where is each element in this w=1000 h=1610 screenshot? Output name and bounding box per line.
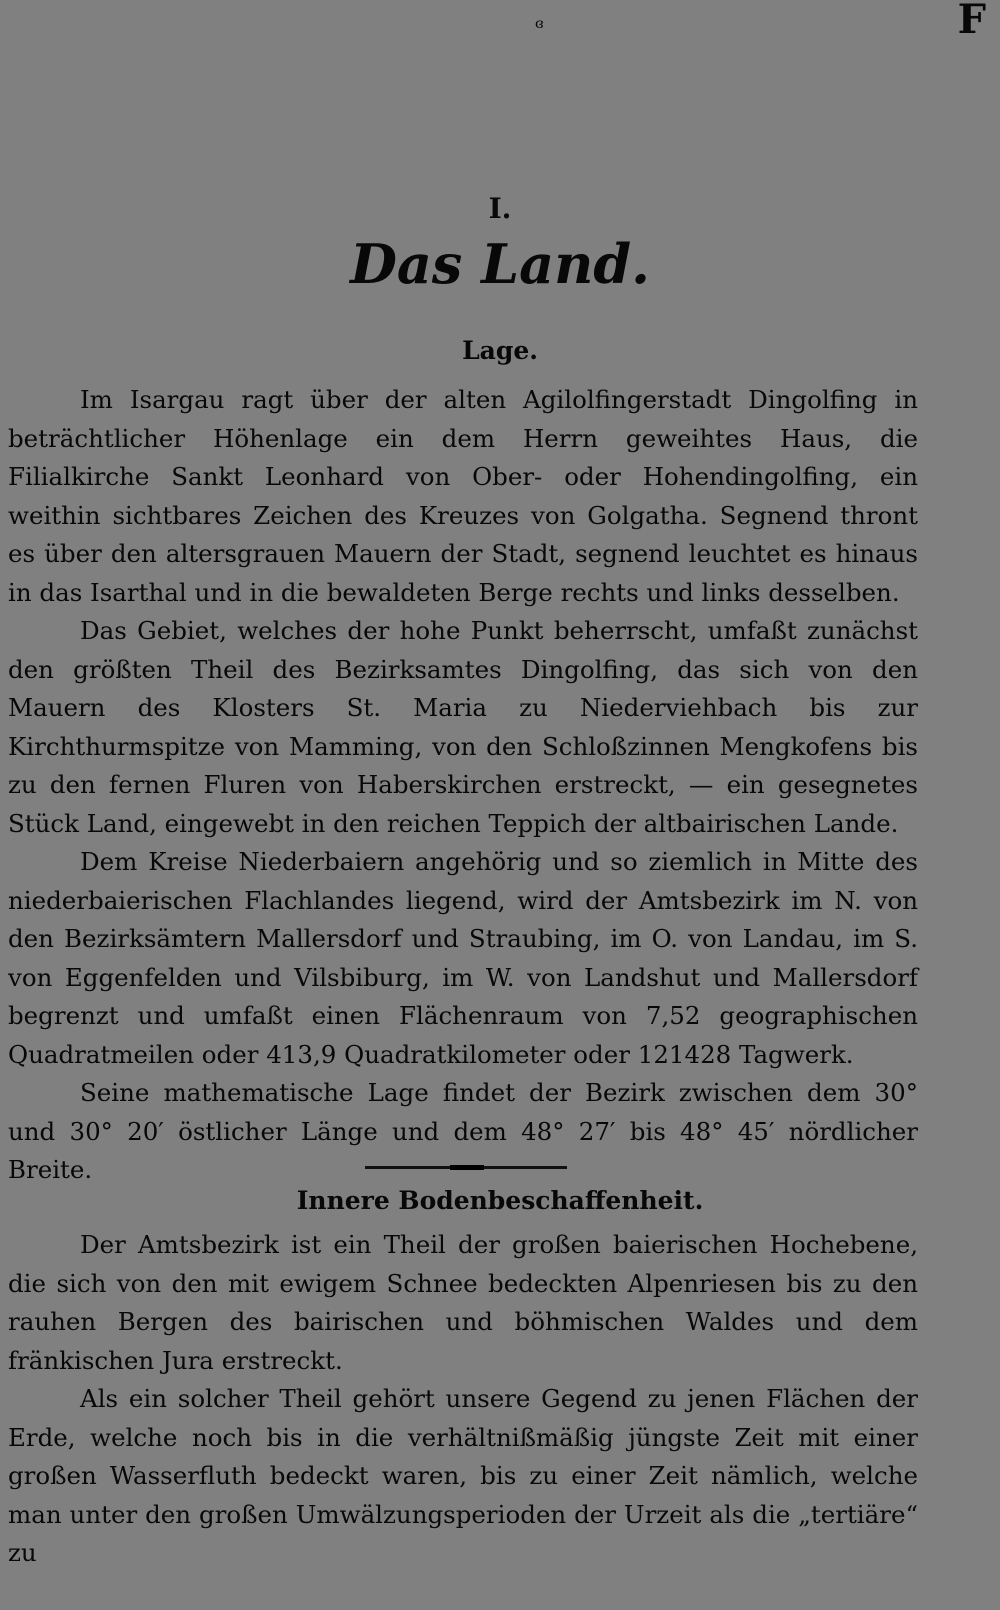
section-heading-bodenbeschaffenheit: Innere Bodenbeschaffenheit. (296, 1186, 704, 1215)
section-heading-lage: Lage. (462, 336, 538, 365)
paragraph: Im Isargau ragt über der alten Agilolfingerstadt Dingolfing in beträchtlicher Höhenlage ein dem Herrn geweihtes Haus, die Filialkirche Sankt Leonhard von Ober- oder Hohendingolfing, ein weithin sichtbares Zeichen des Kreuzes von Golgatha. Segnend thront es über den altersgrauen Mauern der Stadt, segnend leuchtet es hinaus in das Isarthal und in die bewaldeten Berge rechts und links desselben. (8, 385, 918, 607)
paragraph: Seine mathematische Lage findet der Bezirk zwischen dem 30° und 30° 20′ östlicher Länge und dem 48° 27′ bis 48° 45′ nördlicher Breite. (8, 1078, 918, 1184)
paragraph: Das Gebiet, welches der hohe Punkt beherrscht, umfaßt zunächst den größten Theil des Bezirksamtes Dingolfing, das sich von den Mauern des Klosters St. Maria zu Niederviehbach bis zur Kirchthurmspitze von Mamming, von den Schloßzinnen Mengkofens bis zu den fernen Fluren von Haberskirchen erstreckt, — ein gesegnetes Stück Land, eingewebt in den reichen Teppich der altbairischen Lande. (8, 616, 918, 838)
section-divider (365, 1166, 567, 1169)
paragraph: Als ein solcher Theil gehört unsere Gegend zu jenen Flächen der Erde, welche noch bis in die verhältnißmäßig jüngste Zeit mit einer großen Wasserfluth bedeckt waren, bis zu einer Zeit nämlich, welche man unter den großen Umwälzungsperioden der Urzeit als die „tertiäre“ zu (8, 1384, 918, 1567)
section-body-lage (8, 381, 918, 1190)
top-ink-mark: ɞ (535, 16, 544, 32)
section-body-bodenbeschaffenheit (8, 1226, 918, 1573)
chapter-title: Das Land. (350, 232, 650, 296)
paragraph: Dem Kreise Niederbaiern angehörig und so ziemlich in Mitte des niederbaierischen Flachlandes liegend, wird der Amtsbezirk im N. von den Bezirksämtern Mallersdorf und Straubing, im O. von Landau, im S. von Eggenfelden und Vilsbiburg, im W. von Landshut und Mallersdorf begrenzt und umfaßt einen Flächenraum von 7,52 geographischen Quadratmeilen oder 413,9 Quadratkilometer oder 121428 Tagwerk. (8, 847, 918, 1069)
chapter-number: I. (488, 192, 512, 225)
margin-pencil-mark: F (957, 0, 986, 43)
paragraph: Der Amtsbezirk ist ein Theil der großen baierischen Hochebene, die sich von den mit ewigem Schnee bedeckten Alpenriesen bis zu den rauhen Bergen des bairischen und böhmischen Waldes und dem fränkischen Jura erstreckt. (8, 1230, 918, 1375)
